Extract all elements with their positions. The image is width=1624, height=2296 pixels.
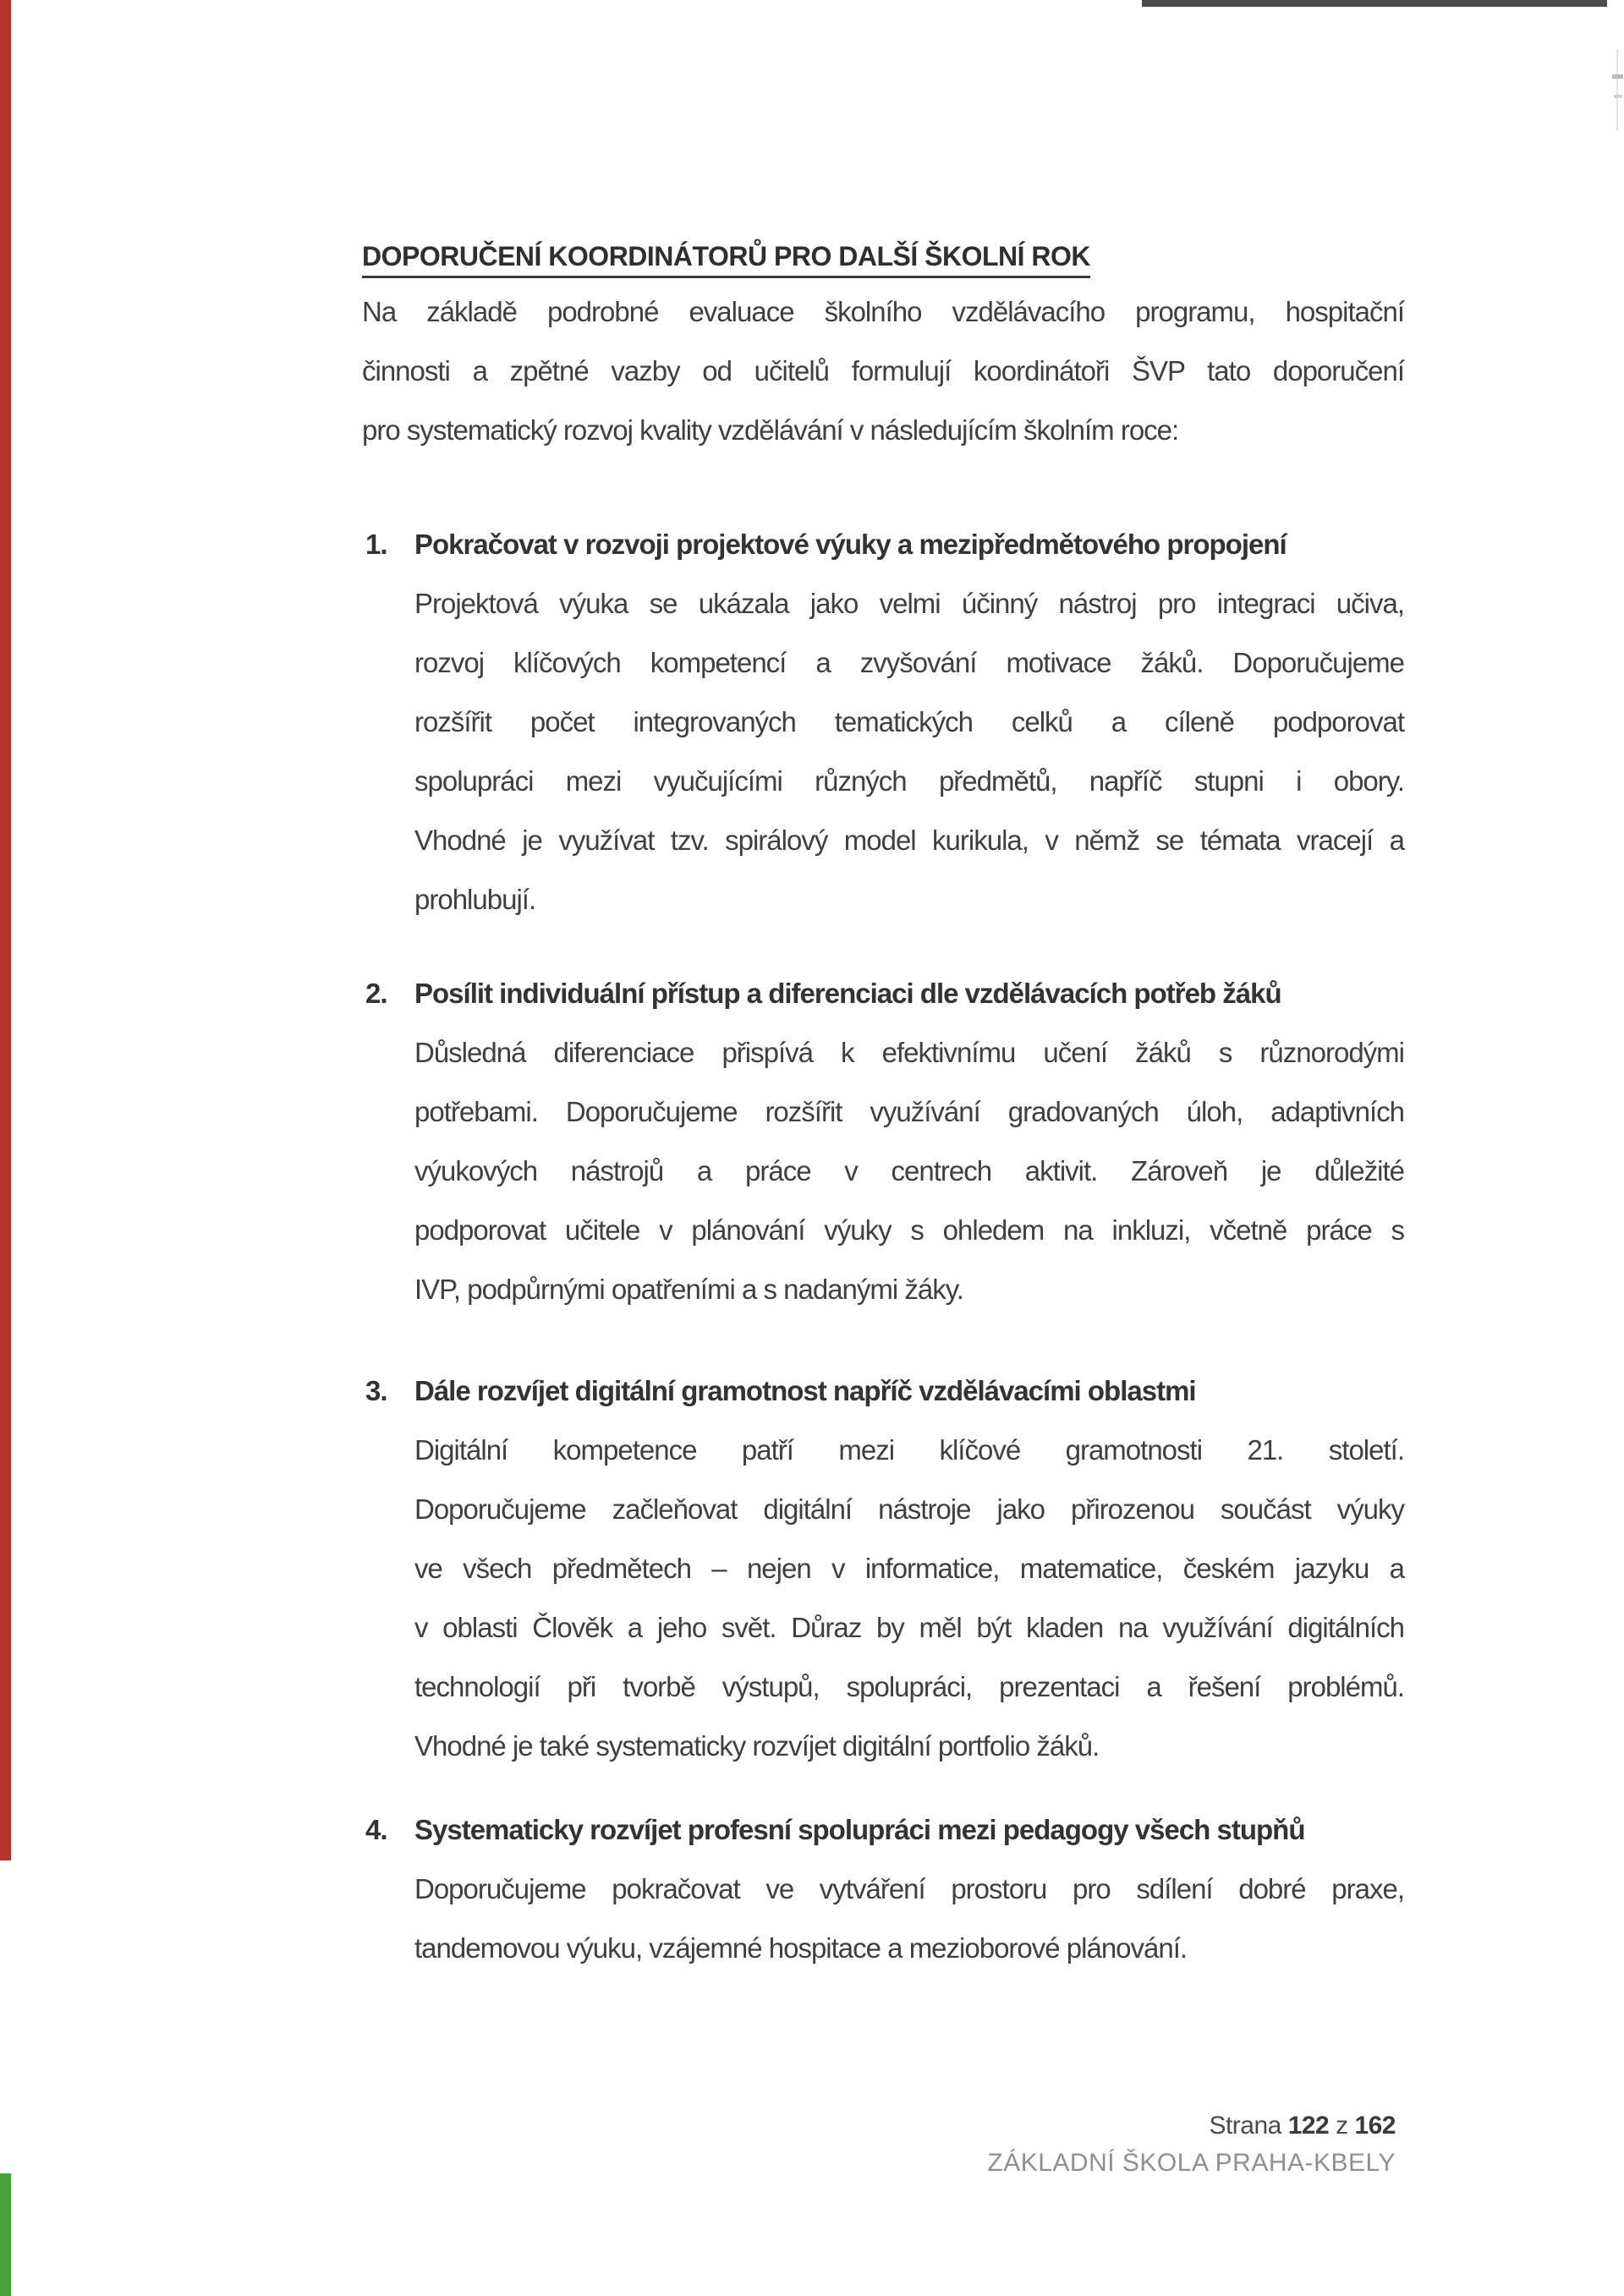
list-item-title: Posílit individuální přístup a diferenciaci dle vzdělávacích potřeb žáků xyxy=(414,978,1281,1009)
list-item-title: Systematicky rozvíjet profesní spolupráci mezi pedagogy všech stupňů xyxy=(414,1814,1305,1845)
list-item-body xyxy=(414,1421,1404,1776)
page-number-line xyxy=(362,2107,1396,2145)
scan-artifact-tick xyxy=(1612,74,1623,79)
body-line: tandemovou výuku, vzájemné hospitace a mezioborové plánování. xyxy=(414,1932,1188,1964)
list-item-number: 3. xyxy=(365,1375,387,1406)
intro-line: pro systematický rozvoj kvality vzdělávání v následujícím školním roce: xyxy=(362,414,1179,446)
body-line: spolupráci mezi vyučujícími různých předmětů, napříč stupni i obory. xyxy=(414,765,1404,797)
body-line: výukových nástrojů a práce v centrech aktivit. Zároveň je důležité xyxy=(414,1155,1404,1186)
body-line: Digitální kompetence patří mezi klíčové gramotnosti 21. století. xyxy=(414,1434,1404,1466)
intro-line: Na základě podrobné evaluace školního vzdělávacího programu, hospitační xyxy=(362,296,1404,327)
body-line: Doporučujeme začleňovat digitální nástroje jako přirozenou součást výuky xyxy=(414,1493,1404,1525)
body-line: prohlubují. xyxy=(414,884,536,915)
list-item-1 xyxy=(362,515,1404,929)
page-number: 122 xyxy=(1287,2112,1330,2140)
intro-paragraph xyxy=(362,282,1404,460)
list-item-4 xyxy=(362,1800,1404,1978)
body-line: potřebami. Doporučujeme rozšířit využívání gradovaných úloh, adaptivních xyxy=(414,1096,1404,1127)
body-line: Důsledná diferenciace přispívá k efektivnímu učení žáků s různorodými xyxy=(414,1037,1404,1068)
body-line: Projektová výuka se ukázala jako velmi účinný nástroj pro integraci učiva, xyxy=(414,588,1404,619)
list-item-number: 2. xyxy=(365,978,387,1009)
green-edge-bar xyxy=(0,2173,11,2296)
top-edge-scan-bar xyxy=(1142,0,1607,7)
list-item-body xyxy=(414,574,1404,929)
body-line: IVP, podpůrnými opatřeními a s nadanými žáky. xyxy=(414,1274,963,1305)
body-line: rozvoj klíčových kompetencí a zvyšování motivace žáků. Doporučujeme xyxy=(414,647,1404,678)
school-name: ZÁKLADNÍ ŠKOLA PRAHA-KBELY xyxy=(987,2149,1396,2177)
body-line: ve všech předmětech – nejen v informatice, matematice, českém jazyku a xyxy=(414,1553,1404,1584)
intro-line: činnosti a zpětné vazby od učitelů formulují koordinátoři ŠVP tato doporučení xyxy=(362,355,1404,386)
list-item-2 xyxy=(362,964,1404,1319)
list-item-title: Dále rozvíjet digitální gramotnost napříč vzdělávacími oblastmi xyxy=(414,1375,1196,1406)
scan-artifact-line xyxy=(1616,49,1618,130)
body-line: Vhodné je využívat tzv. spirálový model kurikula, v němž se témata vracejí a xyxy=(414,825,1404,856)
red-edge-bar xyxy=(0,0,11,1860)
body-line: podporovat učitele v plánování výuky s ohledem na inkluzi, včetně práce s xyxy=(414,1214,1404,1246)
body-line: Vhodné je také systematicky rozvíjet digitální portfolio žáků. xyxy=(414,1730,1100,1762)
body-line: rozšířit počet integrovaných tematických celků a cíleně podporovat xyxy=(414,706,1404,737)
document-heading xyxy=(362,227,1404,286)
scan-artifact-tick xyxy=(1614,95,1622,98)
list-item-body xyxy=(414,1023,1404,1319)
list-item-body xyxy=(414,1860,1404,1978)
list-item-number: 4. xyxy=(365,1814,387,1845)
page-label: Strana xyxy=(1209,2112,1281,2140)
page-of-label: z xyxy=(1336,2112,1348,2140)
page-footer xyxy=(362,2107,1396,2182)
body-line: technologií při tvorbě výstupů, spolupráci, prezentaci a řešení problémů. xyxy=(414,1671,1404,1702)
list-item-3 xyxy=(362,1362,1404,1776)
page-total: 162 xyxy=(1354,2112,1396,2140)
body-line: Doporučujeme pokračovat ve vytváření prostoru pro sdílení dobré praxe, xyxy=(414,1873,1404,1904)
document-heading-text: DOPORUČENÍ KOORDINÁTORŮ PRO DALŠÍ ŠKOLNÍ ROK xyxy=(362,241,1090,278)
body-line: v oblasti Člověk a jeho svět. Důraz by měl být kladen na využívání digitálních xyxy=(414,1612,1404,1643)
list-item-number: 1. xyxy=(365,529,387,560)
list-item-title: Pokračovat v rozvoji projektové výuky a mezipředmětového propojení xyxy=(414,529,1287,560)
